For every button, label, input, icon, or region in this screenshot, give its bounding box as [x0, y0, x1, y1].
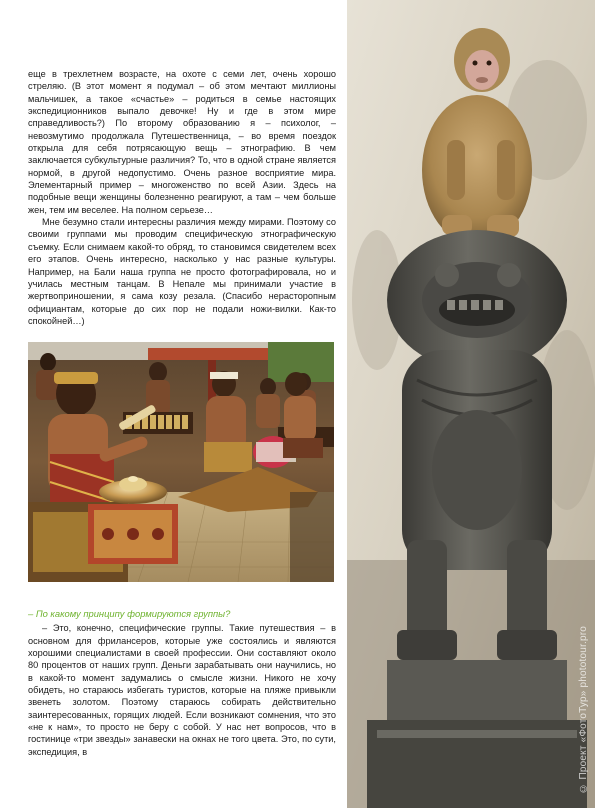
gamelan-musicians-photo [28, 342, 334, 582]
monkey-on-statue-photo [347, 0, 595, 808]
paragraph: Мне безумно стали интересны различия между мирами. Поэтому со своими группами мы проводим специфическую этнографическую съемку. Если снимаем какой-то обряд, то становимся свидетелем всех его этапов. Очень интересно, насколько у нас разные культуры. Например, на Бали наша группа не просто фотографировала, но и училась местным танцам. В Непале мы принимали участие в жертвоприношении, я сама козу резала. (Спасибо нерасторопным официантам, которые до сих пор не подали ножи-вилки. Как-то спокойней…) [28, 217, 336, 326]
interview-question: – По какому принципу формируются группы? [28, 608, 231, 619]
paragraph: еще в трехлетнем возрасте, на охоте с семи лет, очень хорошо стреляю. (В этот момент я подумал – об этом мечтают миллионы мальчишек, а такое «счастье» – родиться в семье настоящих экспедиционников выпало девочке! Ну и где в этом мире справедливость?) По второму образованию я – психолог, – невозмутимо продолжала Путешественница, – во время поездок открыла для себя потрясающую вещь – этнографию. В чем заключается субкультурные различия? То, что в одной стране является нормой, в другой недопустимо. Очень разное восприятие мира. Элементарный пример – многоженство по всей Азии. Здесь на подобные вещи женщины болезненно реагируют, а там – чем больше жен, тем им веселее. На полном серьезе… [28, 69, 336, 215]
copyright-watermark: © Проект «ФотоТур» phototour.pro [578, 626, 589, 794]
article-text-top [28, 68, 336, 327]
interview-answer: – Это, конечно, специфические группы. Такие путешествия – в основном для фрилансеров, которые уже состоялись и являются хорошими специалистами в своей профессии. Они составляют около 80 процентов от наших групп. Деньги зарабатывать они научились, но в какой-то момент задумались о смысле жизни. Никого не хочу обидеть, но стараюсь избегать туристов, которые на пляже привыкли звенеть золотом. Поэтому стараюсь собирать действительно заинтересованных, горящих людей. Если возникают сомнения, что это «не к нам», то просто не беру с собой. У нас нет вопросов, что в гостинице «три звезды» занавески на окнах не того цвета. Это, по сути, экспедиция, в [28, 623, 336, 757]
article-text-bottom [28, 608, 336, 758]
